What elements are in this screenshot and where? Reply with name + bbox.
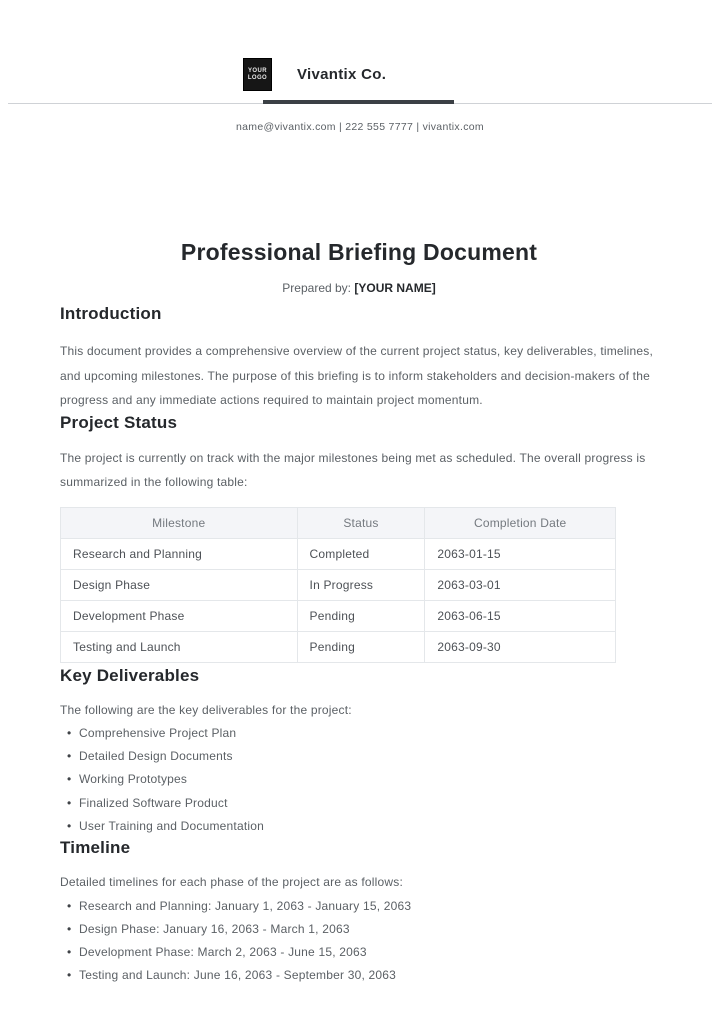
company-name: Vivantix Co.	[297, 66, 387, 83]
cell-completion-date: 2063-09-30	[425, 631, 616, 662]
timeline-list	[60, 895, 658, 988]
table-header-row	[61, 507, 616, 538]
milestone-table	[60, 507, 616, 663]
prepared-by-label: Prepared by:	[282, 281, 352, 295]
cell-milestone: Testing and Launch	[61, 631, 298, 662]
list-item: • Testing and Launch: June 16, 2063 - September 30, 2063	[66, 964, 658, 987]
list-item: • Development Phase: March 2, 2063 - June 15, 2063	[66, 941, 658, 964]
cell-status: Pending	[297, 600, 425, 631]
list-item: • Comprehensive Project Plan	[66, 722, 658, 745]
cell-status: In Progress	[297, 569, 425, 600]
contact-info: name@vivantix.com | 222 555 7777 | vivantix.com	[236, 121, 484, 133]
prepared-by-line	[60, 281, 658, 295]
list-item: • Research and Planning: January 1, 2063 - January 15, 2063	[66, 895, 658, 918]
cell-status: Pending	[297, 631, 425, 662]
cell-completion-date: 2063-01-15	[425, 538, 616, 569]
column-header-status: Status	[297, 507, 425, 538]
table-row	[61, 538, 616, 569]
section-heading-project-status: Project Status	[60, 412, 178, 432]
cell-status: Completed	[297, 538, 425, 569]
introduction-paragraph: This document provides a comprehensive overview of the current project status, key deliverables, timelines, and upcoming milestones. The purpose of this briefing is to inform stakeholders and decision-makers of the progress and any immediate actions required to maintain project momentum.	[60, 344, 653, 407]
company-logo	[243, 58, 272, 91]
list-item: • Design Phase: January 16, 2063 - March 1, 2063	[66, 918, 658, 941]
cell-milestone: Development Phase	[61, 600, 298, 631]
section-heading-key-deliverables: Key Deliverables	[60, 665, 200, 685]
cell-completion-date: 2063-03-01	[425, 569, 616, 600]
table-row	[61, 631, 616, 662]
prepared-by-name: [YOUR NAME]	[354, 281, 436, 295]
column-header-milestone: Milestone	[61, 507, 298, 538]
document-body	[60, 238, 658, 987]
section-heading-introduction: Introduction	[60, 304, 162, 323]
logo-text-line2: LOGO	[247, 74, 268, 81]
project-status-paragraph: The project is currently on track with the major milestones being met as scheduled. The overall progress is summarized in the following table:	[60, 450, 646, 489]
cell-milestone: Design Phase	[61, 569, 298, 600]
section-heading-timeline: Timeline	[60, 838, 131, 858]
logo-text-line1: YOUR	[248, 67, 267, 74]
table-row	[61, 569, 616, 600]
table-row	[61, 600, 616, 631]
list-item: • User Training and Documentation	[66, 815, 658, 838]
header-divider-accent	[263, 100, 454, 104]
cell-milestone: Research and Planning	[61, 538, 298, 569]
list-item: • Finalized Software Product	[66, 792, 658, 815]
timeline-paragraph: Detailed timelines for each phase of the project are as follows:	[60, 875, 403, 890]
deliverables-list	[60, 722, 658, 838]
list-item: • Detailed Design Documents	[66, 745, 658, 768]
cell-completion-date: 2063-06-15	[425, 600, 616, 631]
list-item: • Working Prototypes	[66, 768, 658, 791]
column-header-completion-date: Completion Date	[425, 507, 616, 538]
brand-header	[243, 58, 386, 91]
document-title: Professional Briefing Document	[180, 239, 538, 265]
key-deliverables-paragraph: The following are the key deliverables for the project:	[60, 702, 352, 717]
